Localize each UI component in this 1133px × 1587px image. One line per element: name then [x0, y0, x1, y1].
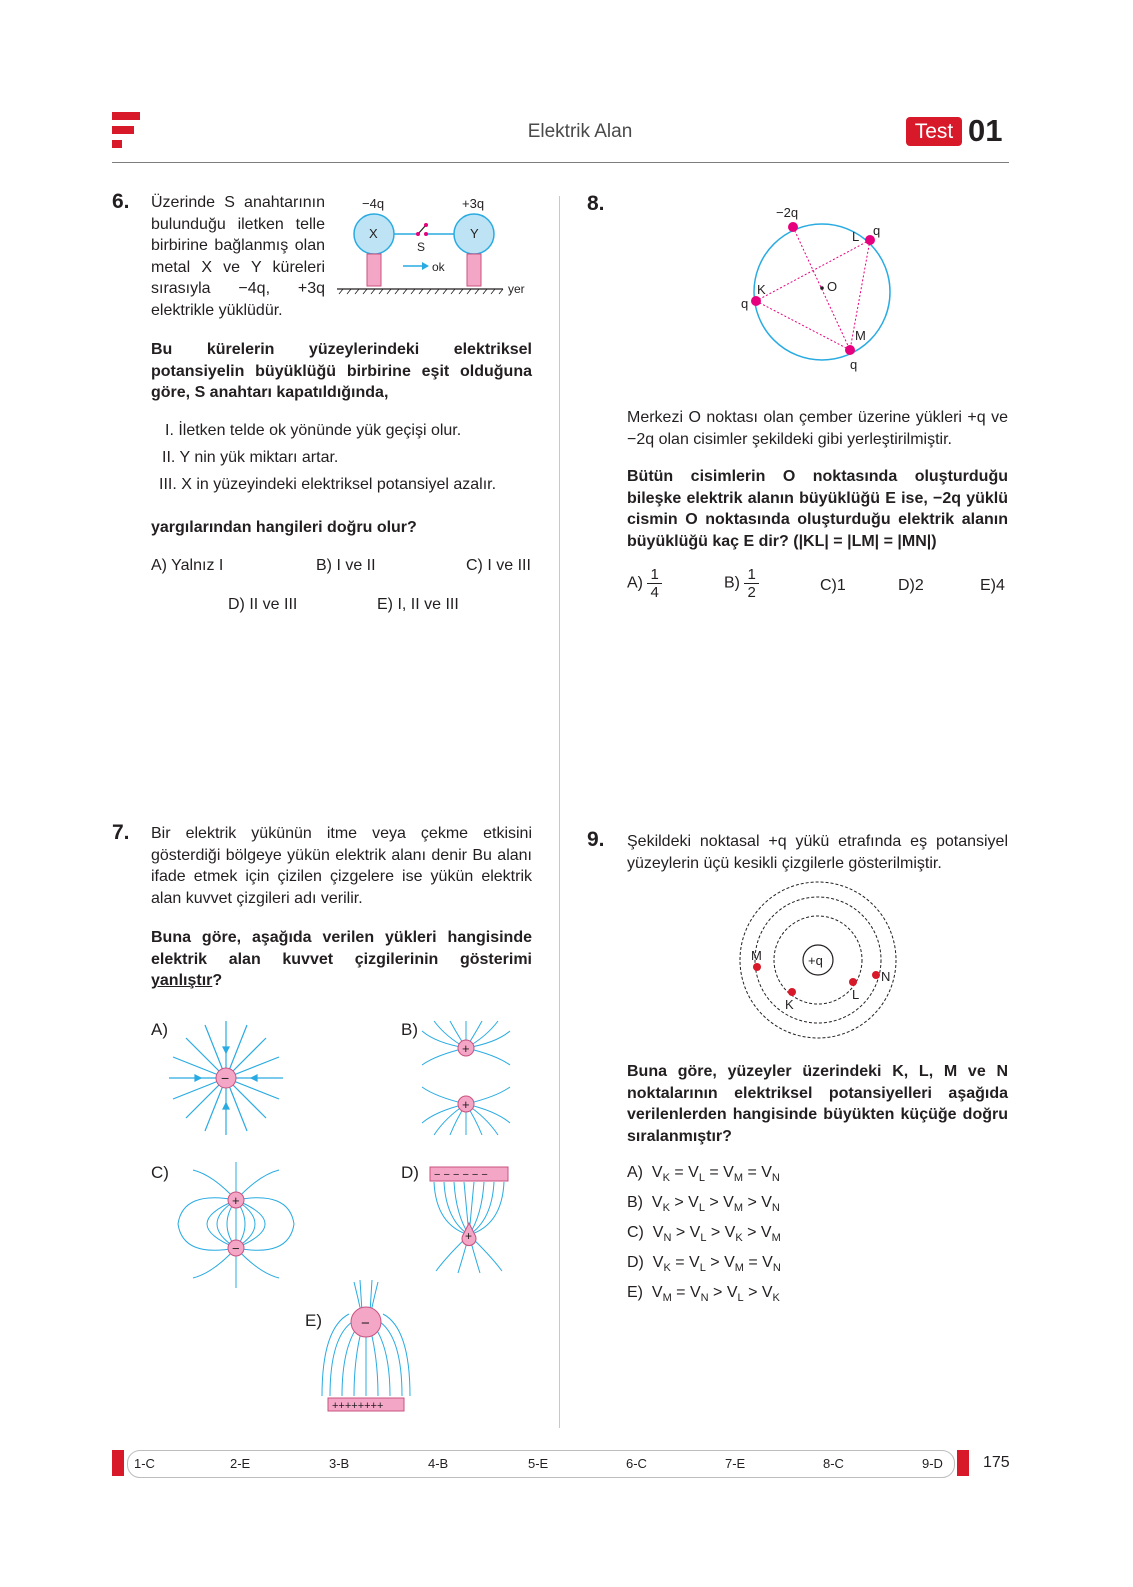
svg-text:q: q — [873, 223, 881, 238]
svg-text:q: q — [850, 357, 858, 372]
q9-option-e[interactable]: E) $V_M = V_N > V_L > V_K$ — [627, 1284, 780, 1305]
footer-right-marker — [957, 1450, 969, 1476]
q8-intro: Merkezi O noktası olan çember üzerine yükleri +q ve −2q olan cisimler şekildeki gibi yerleştirilmiştir. — [627, 409, 1008, 448]
q9-number: 9. — [587, 828, 605, 851]
svg-text:M: M — [751, 948, 762, 963]
q6-intro: Üzerinde S anahtarının bulunduğu iletken telle birbirine bağlanmış olan metal X ve Y küreleri sırasıyla −4q, +3q elektrikle yüklüdür. — [151, 194, 325, 319]
svg-text:L: L — [852, 987, 860, 1002]
svg-text:−2q: −2q — [776, 205, 799, 220]
q8-question: Bütün cisimlerin O noktasında oluşturduğu bileşke elektrik alanın büyüklüğü E ise, −2q yüklü cismin O noktasında oluşturduğu elektrik alanın büyüklüğü kaç E dir? (|KL| = |LM| = |MN|) — [627, 468, 1008, 550]
q8-option-d[interactable]: D)2 — [898, 577, 924, 594]
answer-3: 3-B — [329, 1456, 350, 1471]
q6-stand-y — [467, 254, 481, 286]
q6-option-e[interactable]: E) I, II ve III — [377, 596, 459, 613]
q8-option-b[interactable]: B) $\frac{1}{2}$ — [724, 566, 759, 601]
q9-option-d[interactable]: D) $V_K = V_L > V_M = V_N$ — [627, 1254, 781, 1275]
q6-ground-label: yer — [508, 282, 525, 296]
q6-option-c[interactable]: C) I ve III — [466, 557, 531, 574]
svg-text:K: K — [785, 997, 794, 1012]
answer-9: 9-D — [922, 1456, 943, 1471]
q8-option-e[interactable]: E)4 — [980, 577, 1005, 594]
answer-8: 8-C — [823, 1456, 844, 1471]
svg-text:+: + — [462, 1041, 470, 1056]
answer-1: 1-C — [134, 1456, 155, 1471]
header-title: Elektrik Alan — [527, 121, 633, 142]
q7-figure-c — [173, 1160, 299, 1290]
q6-option-d[interactable]: D) II ve III — [228, 596, 298, 613]
q9-option-a[interactable]: A) $V_K = V_L = V_M = V_N$ — [627, 1164, 780, 1185]
q6-stand-x — [367, 254, 381, 286]
svg-text:K: K — [757, 282, 766, 297]
q6-label-y: Y — [470, 226, 479, 241]
svg-text:+: + — [462, 1097, 470, 1112]
svg-text:−: − — [221, 1070, 230, 1086]
q7-figure-e — [318, 1278, 414, 1416]
q9-question: Buna göre, yüzeyler üzerindeki K, L, M ve N noktalarının elektriksel potansiyelleri aşağıda verilenlerden hangisinde büyükten küçüğe doğru sıralanmıştır? — [627, 1063, 1008, 1145]
header-divider — [112, 162, 1009, 163]
test-badge: Test — [906, 117, 962, 146]
svg-text:++++++++: ++++++++ — [332, 1400, 384, 1412]
q6-prompt: yargılarından hangileri doğru olur? — [151, 519, 417, 536]
answer-4: 4-B — [428, 1456, 449, 1471]
q6-option-a[interactable]: A) Yalnız I — [151, 557, 224, 574]
q7-option-a[interactable]: A) — [151, 1020, 168, 1039]
q6-statement-1: I. İletken telde ok yönünde yük geçişi olur. — [165, 422, 462, 439]
answer-6: 6-C — [626, 1456, 647, 1471]
q6-charge-x: −4q — [362, 196, 385, 211]
q6-question: Bu kürelerin yüzeylerindeki elektriksel potansiyelin büyüklüğü birbirine eşit olduğuna göre, S anahtarı kapatıldığında, — [151, 341, 532, 401]
svg-text:N: N — [881, 969, 891, 984]
column-divider — [559, 196, 560, 1428]
q9-option-b[interactable]: B) $V_K > V_L > V_M > V_N$ — [627, 1194, 780, 1215]
q6-option-b[interactable]: B) I ve II — [316, 557, 376, 574]
svg-text:− − − − − −: − − − − − − — [434, 1169, 488, 1181]
svg-text:+q: +q — [808, 953, 823, 968]
svg-text:+: + — [232, 1193, 240, 1208]
q9-option-c[interactable]: C) $V_N > V_L > V_K > V_M$ — [627, 1224, 781, 1245]
q6-number: 6. — [112, 190, 130, 213]
answer-7: 7-E — [725, 1456, 746, 1471]
svg-text:M: M — [855, 328, 866, 343]
q7-intro: Bir elektrik yükünün itme veya çekme etkisini gösterdiği bölgeye yükün elektrik alanı denir Bu alanı ifade etmek için çizilen çizgelere ise yükün elektrik alan kuvvet çizgileri adı verilir. — [151, 825, 532, 907]
footer-left-marker — [112, 1450, 124, 1476]
test-number: 01 — [968, 113, 1003, 148]
svg-text:−: − — [361, 1315, 370, 1332]
answer-2: 2-E — [230, 1456, 251, 1471]
q6-arrow-label: ok — [432, 260, 445, 274]
svg-text:L: L — [852, 229, 860, 244]
q7-option-e[interactable]: E) — [305, 1311, 322, 1330]
q7-figure-d — [428, 1165, 510, 1277]
q7-option-d[interactable]: D) — [401, 1163, 419, 1182]
q8-option-c[interactable]: C)1 — [820, 577, 846, 594]
q6-charge-y: +3q — [462, 196, 485, 211]
q6-label-x: X — [369, 226, 378, 241]
q7-figure-b — [420, 1017, 512, 1139]
q8-number: 8. — [587, 192, 605, 215]
q6-statement-2: II. Y nin yük miktarı artar. — [162, 449, 339, 466]
svg-text:q: q — [741, 296, 749, 311]
q9-intro: Şekildeki noktasal +q yükü etrafında eş potansiyel yüzeylerin üçü kesikli çizgilerle gösterilmiştir. — [627, 833, 1008, 872]
page-number: 175 — [983, 1454, 1010, 1471]
answer-5: 5-E — [528, 1456, 549, 1471]
q9-equipotential-figure — [736, 880, 900, 1040]
q7-option-b[interactable]: B) — [401, 1020, 418, 1039]
svg-text:−: − — [232, 1241, 240, 1256]
q7-number: 7. — [112, 821, 130, 844]
q6-switch-label: S — [417, 240, 426, 254]
q6-statement-3: III. X in yüzeyindeki elektriksel potansiyel azalır. — [159, 476, 497, 493]
svg-text:+: + — [465, 1229, 473, 1243]
svg-text:O: O — [827, 279, 838, 294]
q7-figure-a — [165, 1017, 287, 1139]
q8-circle-figure — [736, 200, 906, 380]
q7-question: Buna göre, aşağıda verilen yükleri hangisinde elektrik alan kuvvet çizgilerinin gösterimi yanlıştır? — [151, 929, 532, 989]
q6-spheres-figure — [333, 192, 533, 302]
q7-option-c[interactable]: C) — [151, 1163, 169, 1182]
q8-option-a[interactable]: A) $\frac{1}{4}$ — [627, 566, 662, 601]
